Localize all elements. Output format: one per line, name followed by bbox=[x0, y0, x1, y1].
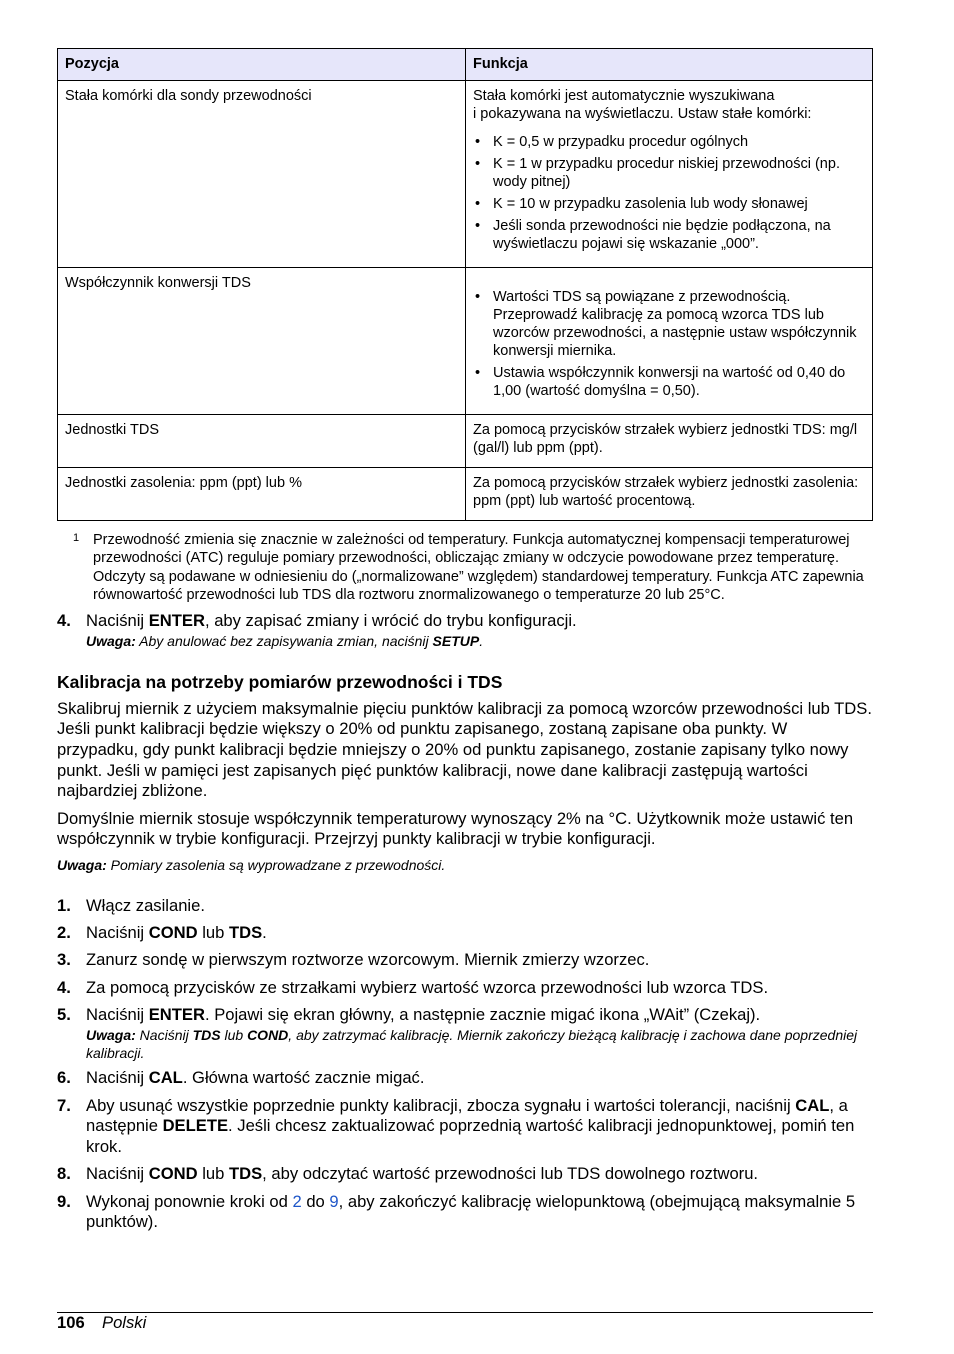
note-text: Naciśnij bbox=[135, 1026, 193, 1043]
table-row bbox=[58, 81, 873, 268]
bullet-list bbox=[473, 133, 865, 253]
step-text: , a następnie bbox=[86, 1095, 848, 1136]
footer-language: Polski bbox=[102, 1313, 147, 1332]
list-item: • Jeśli sonda przewodności nie będzie podłączona, na wyświetlaczu pojawi się wskazanie „000”. bbox=[473, 217, 865, 253]
step-link[interactable]: 2 bbox=[292, 1191, 302, 1211]
step-number: 4. bbox=[57, 977, 71, 997]
step-number: 1. bbox=[57, 895, 71, 915]
key-name: SETUP bbox=[432, 632, 480, 649]
list-item: • K = 1 w przypadku procedur niskiej przewodności (np. wody pitnej) bbox=[473, 155, 865, 191]
table-cell-item: Jednostki TDS bbox=[58, 415, 466, 468]
table-header-row bbox=[58, 49, 873, 81]
step-text: , aby zapisać zmiany i wrócić do trybu konfiguracji. bbox=[204, 611, 577, 631]
table-cell-item: Jednostki zasolenia: ppm (ppt) lub % bbox=[58, 468, 466, 521]
key-name: TDS bbox=[228, 1164, 263, 1184]
key-name: CAL bbox=[148, 1067, 183, 1087]
step-text: Zanurz sondę w pierwszym roztworze wzorcowym. Miernik zmierzy wzorzec. bbox=[86, 950, 650, 970]
key-name: ENTER bbox=[148, 1005, 205, 1025]
table-cell-item: Współczynnik konwersji TDS bbox=[58, 268, 466, 415]
note-label: Uwaga: bbox=[86, 632, 136, 649]
step-text: Włącz zasilanie. bbox=[86, 895, 205, 915]
note-label: Uwaga: bbox=[57, 856, 107, 873]
list-item: • Wartości TDS są powiązane z przewodnością. Przeprowadź kalibrację za pomocą wzorca TDS lub wzorców przewodności, a następnie ustaw współczynnik konwersji miernika. bbox=[473, 288, 865, 360]
list-item: • K = 0,5 w przypadku procedur ogólnych bbox=[473, 133, 865, 151]
step-text: Za pomocą przycisków ze strzałkami wybierz wartość wzorca przewodności lub wzorca TDS. bbox=[86, 977, 769, 997]
step-text: , aby zakończyć kalibrację wielopunktową (obejmującą maksymalnie 5 punktów). bbox=[86, 1191, 856, 1232]
step-text: lub bbox=[197, 1164, 229, 1184]
note-text: Pomiary zasolenia są wyprowadzane z przewodności. bbox=[106, 856, 446, 873]
step-number: 2. bbox=[57, 922, 71, 942]
page-footer bbox=[57, 1312, 873, 1332]
key-name: CAL bbox=[795, 1095, 830, 1115]
note-text: , aby zatrzymać kalibrację. Miernik zakończy bieżącą kalibrację i zachowa dane poprzedniej kalibracji. bbox=[86, 1026, 858, 1061]
procedure-step bbox=[57, 1068, 873, 1089]
step-text: Naciśnij bbox=[86, 922, 149, 942]
key-name: TDS bbox=[192, 1026, 221, 1043]
table-cell-function: Za pomocą przycisków strzałek wybierz jednostki zasolenia: ppm (ppt) lub wartość procentową. bbox=[466, 468, 873, 521]
key-name: ENTER bbox=[148, 611, 205, 631]
step-text: . bbox=[262, 922, 267, 942]
key-name: DELETE bbox=[162, 1116, 229, 1136]
note-text: . bbox=[479, 632, 484, 649]
list-item: • Ustawia współczynnik konwersji na wartość od 0,40 do 1,00 (wartość domyślna = 0,50). bbox=[473, 364, 865, 400]
step-text: Naciśnij bbox=[86, 1005, 149, 1025]
settings-table bbox=[57, 48, 873, 521]
step-text: do bbox=[301, 1191, 330, 1211]
list-item: • K = 10 w przypadku zasolenia lub wody słonawej bbox=[473, 195, 865, 213]
step-number: 7. bbox=[57, 1095, 71, 1115]
table-row bbox=[58, 415, 873, 468]
step-number: 3. bbox=[57, 950, 71, 970]
step-number: 5. bbox=[57, 1005, 71, 1025]
note-label: Uwaga: bbox=[86, 1026, 136, 1043]
step-text: . Pojawi się ekran główny, a następnie zacznie migać ikona „WAit” (Czekaj). bbox=[204, 1005, 761, 1025]
note bbox=[86, 1026, 873, 1062]
paragraph: Skalibruj miernik z użyciem maksymalnie pięciu punktów kalibracji za pomocą wzorców przewodności lub TDS. Jeśli punkt kalibracji będzie większy o 20% od punktu zapisanego, zostaną zapisane oba punkty. W przypadku, gdy punkt kalibracji będzie mniejszy o 20% od punktu zapisanego, zostanie zapisany tylko nowy punkt. Jeśli w pamięci jest zapisanych pięć punktów kalibracji, nowe dane kalibracji zastępują wartości najbardziej zbliżone. bbox=[57, 698, 872, 801]
step-text: lub bbox=[197, 922, 229, 942]
step-number: 6. bbox=[57, 1067, 71, 1087]
table-cell-item: Stała komórki dla sondy przewodności bbox=[58, 81, 466, 268]
step-text: Aby usunąć wszystkie poprzednie punkty kalibracji, zbocza sygnału i wartości tolerancji, naciśnij bbox=[86, 1095, 796, 1115]
procedure-step bbox=[57, 923, 873, 944]
page-content bbox=[57, 48, 873, 1233]
step-number: 8. bbox=[57, 1164, 71, 1184]
bullet-list bbox=[473, 288, 865, 400]
footnote-text: Przewodność zmienia się znacznie w zależności od temperatury. Funkcja automatycznej kompensacji temperaturowej przewodności (ATC) reguluje pomiary przewodności, obliczając zmiany w odczycie powodowane przez temperaturę. Odczyty są podawane w odniesieniu do („normalizowane” względem) standardowej temperatury. Funkcja ATC zapewnia równowartość przewodności lub TDS dla roztworu znormalizowanego o temperaturze 20 lub 25°C. bbox=[93, 532, 864, 603]
step-number: 9. bbox=[57, 1191, 71, 1211]
procedure-step bbox=[57, 611, 873, 650]
column-header-item: Pozycja bbox=[58, 49, 466, 81]
step-text: . Główna wartość zacznie migać. bbox=[182, 1067, 425, 1087]
note bbox=[57, 856, 873, 874]
step-text: Naciśnij bbox=[86, 611, 149, 631]
key-name: COND bbox=[247, 1026, 289, 1043]
procedure-step bbox=[57, 978, 873, 999]
page-number: 106 bbox=[57, 1313, 85, 1332]
table-row bbox=[58, 468, 873, 521]
table-cell-function bbox=[466, 81, 873, 268]
footnote-mark: 1 bbox=[73, 532, 80, 544]
procedure-step bbox=[57, 950, 873, 971]
table-cell-function: Za pomocą przycisków strzałek wybierz jednostki TDS: mg/l (gal/l) lub ppm (ppt). bbox=[466, 415, 873, 468]
key-name: TDS bbox=[228, 922, 263, 942]
note bbox=[86, 632, 873, 650]
paragraph: Domyślnie miernik stosuje współczynnik temperaturowy wynoszący 2% na °C. Użytkownik może ustawić ten współczynnik w trybie konfiguracji. Przejrzyj punkty kalibracji w trybie konfiguracji. bbox=[57, 808, 854, 849]
key-name: COND bbox=[148, 1164, 198, 1184]
step-number: 4. bbox=[57, 611, 71, 631]
footnote bbox=[57, 531, 873, 604]
step-text: Naciśnij bbox=[86, 1067, 149, 1087]
section-heading: Kalibracja na potrzeby pomiarów przewodności i TDS bbox=[57, 671, 503, 692]
cell-intro-line: Stała komórki jest automatycznie wyszukiwana bbox=[473, 88, 775, 104]
cell-intro-line: i pokazywana na wyświetlaczu. Ustaw stałe komórki: bbox=[473, 106, 812, 122]
procedure-step bbox=[57, 1096, 873, 1158]
step-text: . Jeśli chcesz zaktualizować poprzednią wartość kalibracji jednopunktowej, pomiń ten krok. bbox=[86, 1116, 855, 1156]
step-text: Wykonaj ponownie kroki od bbox=[86, 1191, 293, 1211]
step-link[interactable]: 9 bbox=[329, 1191, 339, 1211]
key-name: COND bbox=[148, 922, 198, 942]
column-header-function: Funkcja bbox=[466, 49, 873, 81]
procedure-step bbox=[57, 896, 873, 917]
note-text: lub bbox=[220, 1026, 248, 1043]
procedure-step bbox=[57, 1164, 873, 1185]
note-text: Aby anulować bez zapisywania zmian, naciśnij bbox=[135, 632, 433, 649]
step-text: , aby odczytać wartość przewodności lub TDS dowolnego roztworu. bbox=[262, 1164, 759, 1184]
procedure-step bbox=[57, 1005, 873, 1062]
procedure-step bbox=[57, 1192, 873, 1233]
step-text: Naciśnij bbox=[86, 1164, 149, 1184]
table-cell-function bbox=[466, 268, 873, 415]
table-row bbox=[58, 268, 873, 415]
